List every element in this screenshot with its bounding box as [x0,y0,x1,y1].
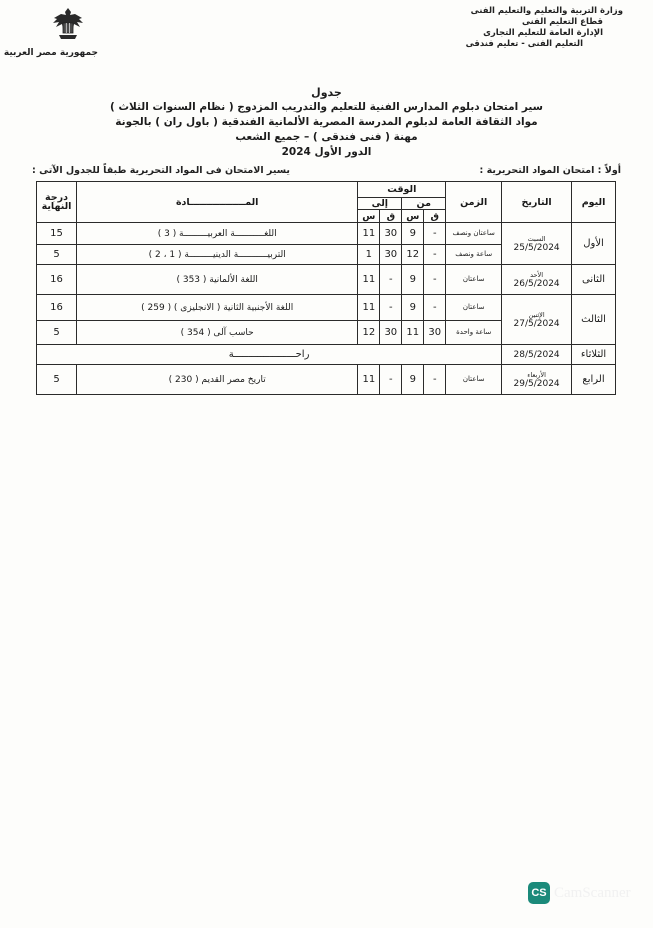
day-cell: الثالث [572,295,616,345]
from-hour-cell: 9 [402,223,424,245]
header-grade: درجة النهاية [37,182,77,223]
to-minute-cell: 30 [380,245,402,265]
date-value: 27/5/2024 [513,318,560,329]
emblem-caption: جمهورية مصر العربية [3,48,98,58]
date-weekday: الأربعاء [527,370,546,379]
table-row [37,365,616,395]
grade-cell: 5 [37,321,77,345]
date-value: 28/5/2024 [513,349,560,360]
emblem-block [3,6,98,58]
table-row [37,295,616,321]
date-weekday: السبت [527,234,546,243]
from-hour-cell: 11 [402,321,424,345]
from-hour-cell: 12 [402,245,424,265]
table-row [37,265,616,295]
subject-cell: اللغـــــــــــة العربيـــــــــة ( 3 ) [77,223,358,245]
to-hour-cell: 1 [358,245,380,265]
from-hour-cell: 9 [402,295,424,321]
header-time: الوقت [358,182,446,198]
day-cell: الثلاثاء [572,345,616,365]
grade-cell: 15 [37,223,77,245]
to-minute-cell: - [380,265,402,295]
from-minute-cell: - [424,265,446,295]
title-line: الدور الأول 2024 [281,146,372,158]
duration-cell: ساعتان [446,365,502,395]
from-hour-cell: 9 [402,365,424,395]
camscanner-label: CamScanner [554,884,631,901]
from-minute-cell: - [424,223,446,245]
to-minute-cell: - [380,295,402,321]
subject-cell: حاسب آلى ( 354 ) [77,321,358,345]
to-hour-cell: 12 [358,321,380,345]
header-subject: المـــــــــــــــــادة [77,182,358,223]
date-weekday: الإثنين [528,310,545,319]
day-cell: الرابع [572,365,616,395]
to-hour-cell: 11 [358,365,380,395]
from-minute-cell: - [424,245,446,265]
ministry-header [413,6,623,50]
header-date: التاريخ [502,182,572,223]
duration-cell: ساعة واحدة [446,321,502,345]
to-hour-cell: 11 [358,265,380,295]
date-cell [502,265,572,295]
ministry-line: الإدارة العامة للتعليم التجارى [483,28,603,38]
header-from-hour: س [402,210,424,223]
camscanner-watermark [528,882,631,904]
section-note: يسير الامتحان فى المواد التحريرية طبقاً للجدول الآتى : [32,165,290,176]
ministry-line: وزارة التربية والتعليم والتعليم الفنى [470,6,623,16]
from-hour-cell: 9 [402,265,424,295]
date-cell [502,295,572,345]
header-from-minute: ق [424,210,446,223]
date-value: 29/5/2024 [513,378,560,389]
grade-cell: 16 [37,265,77,295]
duration-cell: ساعة ونصف [446,245,502,265]
ministry-line: قطاع التعليم الفنى [521,17,603,27]
duration-cell: ساعتان ونصف [446,223,502,245]
day-cell: الثانى [572,265,616,295]
date-value: 26/5/2024 [513,278,560,289]
section-heading-row [32,165,621,179]
document-titles [0,85,653,160]
to-hour-cell: 11 [358,295,380,321]
header-to-hour: س [358,210,380,223]
grade-cell: 5 [37,245,77,265]
subject-cell: اللغة الألمانية ( 353 ) [77,265,358,295]
day-cell: الأول [572,223,616,265]
duration-cell: ساعتان [446,295,502,321]
title-line: مواد الثقافة العامة لدبلوم المدرسة المصرية الألمانية الفندقية ( باول ران ) بالجونة [115,116,538,128]
table-row-rest [37,345,616,365]
rest-day-cell: راحـــــــــــــــــــــة [37,345,502,365]
ministry-line: التعليم الفنى - تعليم فندقى [465,39,583,49]
to-minute-cell: 30 [380,321,402,345]
title-line: سير امتحان دبلوم المدارس الفنية للتعليم والتدريب المزدوج ( نظام السنوات الثلاث ) [110,101,543,113]
title-line: مهنة ( فنى فندقى ) – جميع الشعب [235,131,418,143]
egypt-eagle-emblem-icon [51,6,85,42]
date-cell [502,345,572,365]
header-to: إلى [358,198,402,210]
exam-schedule-table [36,181,616,395]
date-cell [502,365,572,395]
section-label: أولاً : امتحان المواد التحريرية : [479,165,621,176]
to-minute-cell: 30 [380,223,402,245]
header-to-minute: ق [380,210,402,223]
camscanner-logo-icon: CS [528,882,550,904]
subject-cell: التربيـــــــــــة الدينيـــــــــة ( 1 ، 2 ) [77,245,358,265]
subject-cell: تاريخ مصر القديم ( 230 ) [77,365,358,395]
table-row [37,223,616,245]
header-day: اليوم [572,182,616,223]
to-minute-cell: - [380,365,402,395]
from-minute-cell: 30 [424,321,446,345]
grade-cell: 5 [37,365,77,395]
duration-cell: ساعتان [446,265,502,295]
date-value: 25/5/2024 [513,242,560,253]
title-line: جدول [311,86,342,99]
header-from: من [402,198,446,210]
from-minute-cell: - [424,365,446,395]
subject-cell: اللغة الأجنبية الثانية ( الانجليزى ) ( 259 ) [77,295,358,321]
from-minute-cell: - [424,295,446,321]
date-weekday: الأحد [530,270,544,279]
date-cell [502,223,572,265]
header-duration: الزمن [446,182,502,223]
grade-cell: 16 [37,295,77,321]
to-hour-cell: 11 [358,223,380,245]
